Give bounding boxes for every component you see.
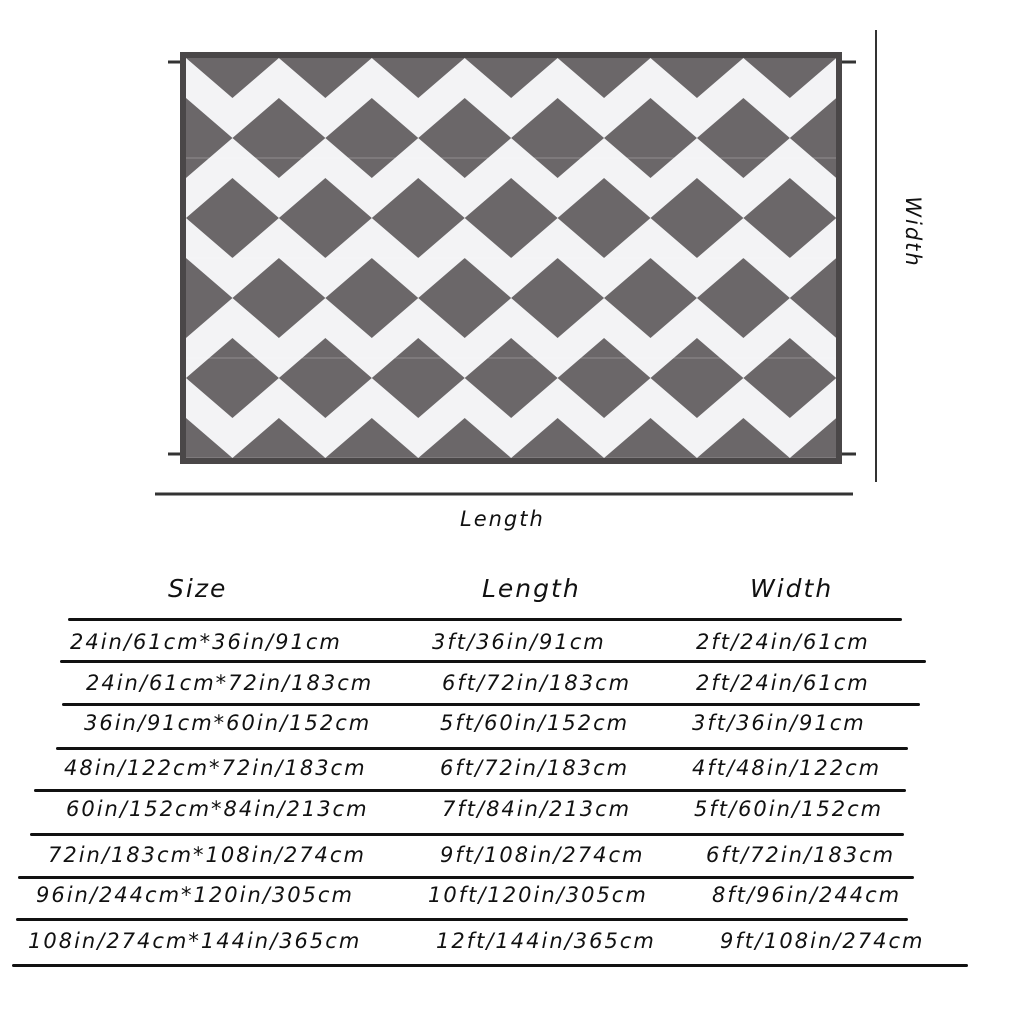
diamond-tile [93, 18, 186, 98]
length-cell: 9ft/108in/274cm [440, 843, 645, 867]
diamond-tile [47, 418, 140, 498]
length-label: Length [460, 507, 545, 531]
diamond-tile [511, 0, 604, 18]
width-label: Width [901, 196, 925, 268]
size-cell: 48in/122cm*72in/183cm [64, 756, 367, 780]
diamond-tile [883, 98, 976, 178]
size-cell: 108in/274cm*144in/365cm [28, 929, 362, 953]
table-rule [60, 660, 926, 663]
diamond-tile [47, 258, 140, 338]
diamond-tile [651, 498, 744, 540]
size-cell: 24in/61cm*72in/183cm [86, 671, 374, 695]
size-cell: 72in/183cm*108in/274cm [48, 843, 366, 867]
diamond-tile [93, 338, 186, 418]
diamond-tile [47, 98, 140, 178]
diamond-tile [325, 0, 418, 18]
length-cell: 12ft/144in/365cm [436, 929, 656, 953]
diamond-tile [929, 178, 1022, 258]
header-width: Width [750, 574, 834, 603]
table-rule [34, 789, 906, 792]
diamond-tile [140, 0, 233, 18]
size-cell: 24in/61cm*36in/91cm [70, 630, 342, 654]
table-rule [12, 964, 968, 967]
diamond-tile [929, 498, 1022, 540]
width-cell: 6ft/72in/183cm [706, 843, 896, 867]
diamond-tile [929, 338, 1022, 418]
diamond-tile [883, 0, 976, 18]
length-cell: 3ft/36in/91cm [432, 630, 606, 654]
diamond-tile [93, 178, 186, 258]
diamond-tile [790, 0, 883, 18]
table-rule [30, 833, 904, 836]
length-cell: 10ft/120in/305cm [428, 883, 648, 907]
size-cell: 36in/91cm*60in/152cm [84, 711, 372, 735]
table-rule [62, 703, 920, 706]
width-cell: 2ft/24in/61cm [696, 630, 870, 654]
diamond-tile [836, 498, 929, 540]
diamond-tile [186, 498, 279, 540]
diamond-tile [47, 0, 140, 18]
diamond-tile [418, 0, 511, 18]
header-length: Length [482, 574, 581, 603]
table-rule [16, 918, 908, 921]
diamond-tile [372, 498, 465, 540]
table-rule [56, 747, 908, 750]
size-cell: 60in/152cm*84in/213cm [66, 797, 369, 821]
size-cell: 96in/244cm*120in/305cm [36, 883, 354, 907]
diamond-tile [836, 18, 929, 98]
diamond-tile [232, 0, 325, 18]
length-cell: 7ft/84in/213cm [442, 797, 632, 821]
table-rule [18, 876, 914, 879]
length-cell: 6ft/72in/183cm [442, 671, 632, 695]
width-cell: 9ft/108in/274cm [720, 929, 925, 953]
width-cell: 3ft/36in/91cm [692, 711, 866, 735]
diamond-tile [836, 338, 929, 418]
width-cell: 8ft/96in/244cm [712, 883, 902, 907]
width-cell: 4ft/48in/122cm [692, 756, 882, 780]
diamond-tile [604, 0, 697, 18]
diamond-tile [883, 258, 976, 338]
diamond-tile [279, 498, 372, 540]
length-cell: 5ft/60in/152cm [440, 711, 630, 735]
length-cell: 6ft/72in/183cm [440, 756, 630, 780]
table-rule [68, 618, 902, 621]
diamond-tile [93, 498, 186, 540]
width-cell: 5ft/60in/152cm [694, 797, 884, 821]
diamond-tile [743, 498, 836, 540]
diamond-tile [883, 418, 976, 498]
diamond-tile [929, 18, 1022, 98]
diamond-tile [697, 0, 790, 18]
header-size: Size [168, 574, 228, 603]
diamond-tile [558, 498, 651, 540]
width-cell: 2ft/24in/61cm [696, 671, 870, 695]
